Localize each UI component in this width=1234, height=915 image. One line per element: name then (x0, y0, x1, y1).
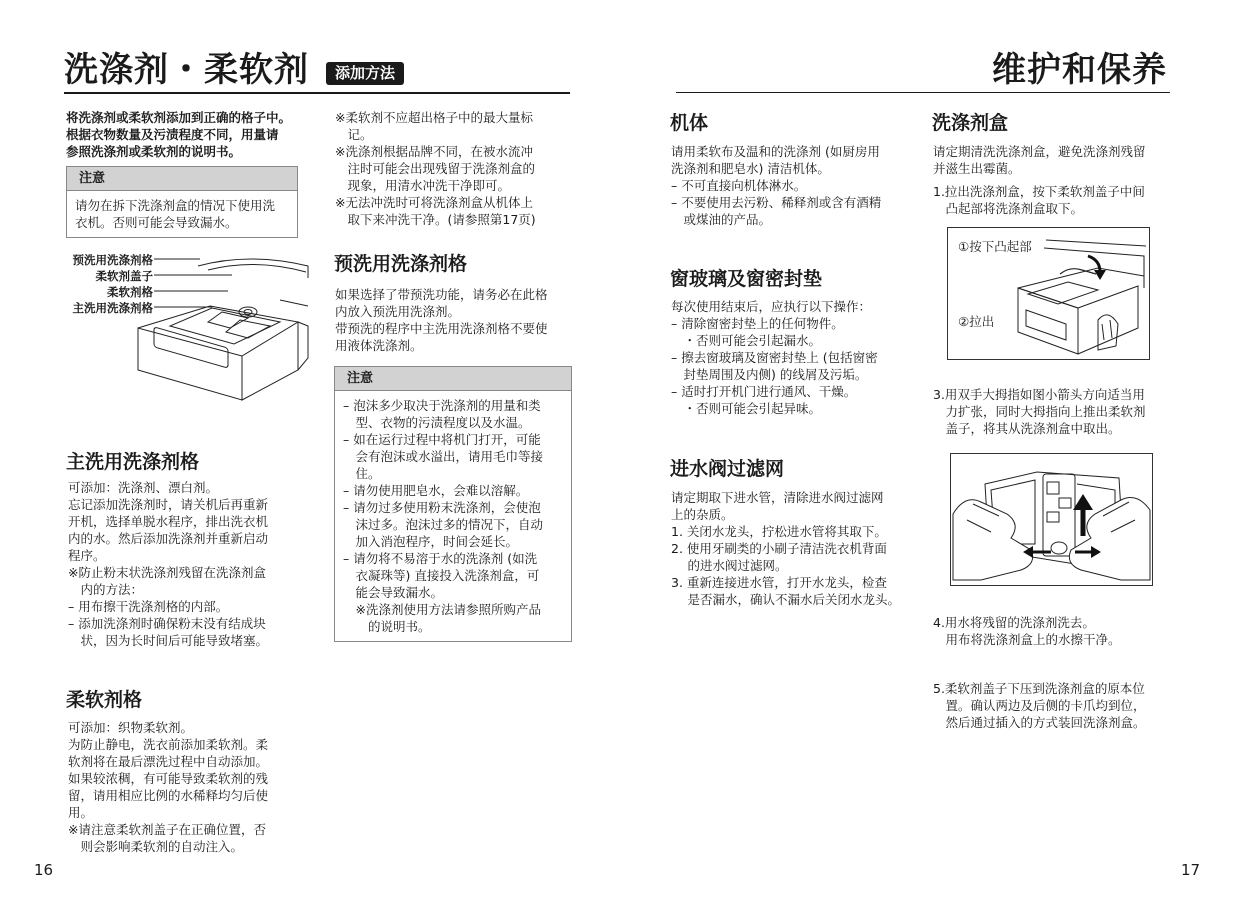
prewash-text (335, 286, 548, 354)
step-press-label: ①按下凸起部 (958, 239, 1032, 254)
right-page-title: 维护和保养 (992, 50, 1167, 90)
text-line: 然后通过插入的方式装回洗涤剂盒。 (933, 715, 1146, 730)
drawer-removal-figure (947, 227, 1150, 360)
text-line: – 擦去窗玻璃及窗密封垫上 (包括窗密 (671, 350, 878, 365)
text-line: 的进水阀过滤网。 (671, 558, 788, 573)
text-line: 用布将洗涤剂盒上的水擦干净。 (933, 632, 1121, 647)
text-line: – 不可直接向机体淋水。 (671, 178, 807, 193)
softener-cap-removal-figure (950, 453, 1153, 586)
text-line: 3. 重新连接进水管，打开水龙头，检查 (671, 575, 887, 590)
note-line: 会有泡沫或水溢出，请用毛巾等接 (343, 449, 544, 464)
text-line: 现象，用清水冲洗干净即可。 (335, 178, 511, 193)
note-body (67, 191, 297, 237)
text-line: 用液体洗涤剂。 (335, 338, 423, 353)
machine-body-text (671, 143, 881, 228)
note-line: 能会导致漏水。 (343, 585, 444, 600)
text-line: 盖子，将其从洗涤剂盒中取出。 (933, 421, 1121, 436)
text-line: 为防止静电，洗衣前添加柔软剂。柔 (68, 737, 269, 752)
note-line: 的说明书。 (343, 619, 431, 634)
text-line: 每次使用结束后，应执行以下操作： (671, 299, 872, 314)
window-gasket-text (671, 298, 878, 417)
text-line: 如果选择了带预洗功能，请务必在此格 (335, 287, 548, 302)
softener-cap-removal-illustration (951, 454, 1152, 585)
text-line: 置。确认两边及后侧的卡爪均到位， (933, 698, 1146, 713)
label-softener-compartment: 柔软剂格 (107, 285, 153, 299)
text-line: – 用布擦干洗涤剂格的内部。 (68, 599, 229, 614)
step-pull-label: ②拉出 (958, 314, 995, 329)
text-line: 2. 使用牙刷类的小刷子清洁洗衣机背面 (671, 541, 887, 556)
text-line: 软剂将在最后漂洗过程中自动添加。 (68, 754, 269, 769)
text-line: 记。 (335, 127, 373, 142)
text-line: 忘记添加洗涤剂时，请关机后再重新 (68, 497, 269, 512)
intro-line: 根据衣物数量及污渍程度不同，用量请 (66, 127, 279, 142)
intro-line: 参照洗涤剂或柔软剂的说明书。 (66, 144, 242, 159)
text-line: 留，请用相应比例的水稀释均匀后使 (68, 788, 269, 803)
note-line: – 泡沫多少取决于洗涤剂的用量和类 (343, 398, 541, 413)
label-softener-cap: 柔软剂盖子 (95, 269, 153, 283)
right-title-rule (676, 92, 1170, 93)
note-line: – 请勿将不易溶于水的洗涤剂 (如洗 (343, 551, 538, 566)
text-line: – 不要使用去污粉、稀释剂或含有酒精 (671, 195, 882, 210)
text-line: 请定期清洗洗涤剂盒，避免洗涤剂残留 (933, 144, 1146, 159)
text-line: 取下来冲洗干净。(请参照第17页) (335, 212, 536, 227)
text-line: 是否漏水，确认不漏水后关闭水龙头。 (671, 592, 900, 607)
softener-notes (335, 109, 536, 228)
text-line: 内放入预洗用洗涤剂。 (335, 304, 461, 319)
note-line: 衣凝珠等) 直接投入洗涤剂盒，可 (343, 568, 540, 583)
right-page-number: 17 (1181, 861, 1201, 879)
text-line: 力扩张，同时大拇指向上推出柔软剂 (933, 404, 1146, 419)
drawer-step-5 (933, 680, 1146, 731)
note-line: 住。 (343, 466, 381, 481)
note-box-drawer-removed (66, 166, 298, 238)
text-line: 或煤油的产品。 (671, 212, 772, 227)
note-line: 请勿在拆下洗涤剂盒的情况下使用洗 (75, 198, 276, 213)
text-line: 内的水。然后添加洗涤剂并重新启动 (68, 531, 269, 546)
text-line: 3.用双手大拇指如图小箭头方向适当用 (933, 387, 1145, 402)
text-line: 4.用水将残留的洗涤剂洗去。 (933, 615, 1095, 630)
text-line: – 添加洗涤剂时确保粉末没有结成块 (68, 616, 266, 631)
text-line: 封垫周围及内侧) 的线屑及污垢。 (671, 367, 868, 382)
text-line: 凸起部将洗涤剂盒取下。 (933, 201, 1084, 216)
text-line: 上的杂质。 (671, 507, 734, 522)
drawer-step-4 (933, 614, 1121, 648)
text-line: – 适时打开机门进行通风、干燥。 (671, 384, 857, 399)
left-page-number: 16 (34, 861, 54, 879)
left-title-rule (64, 92, 570, 94)
text-line: ※洗涤剂根据品牌不同，在被水流冲 (335, 144, 533, 159)
left-page-title: 洗涤剂・柔软剂 (64, 50, 309, 90)
note-body (335, 391, 571, 641)
text-line: 1. 关闭水龙头，拧松进水管将其取下。 (671, 524, 887, 539)
drawer-cleaning-heading: 洗涤剂盒 (932, 112, 1009, 134)
machine-body-heading: 机体 (670, 112, 709, 134)
text-line: – 清除窗密封垫上的任何物件。 (671, 316, 844, 331)
text-line: 注时可能会出现残留于洗涤剂盒的 (335, 161, 536, 176)
drawer-step-1 (933, 183, 1145, 217)
text-line: 状，因为长时间后可能导致堵塞。 (68, 633, 269, 648)
left-intro (66, 109, 291, 160)
text-line: 可添加：织物柔软剂。 (68, 720, 194, 735)
inlet-filter-text (671, 489, 900, 608)
text-line: ・否则可能会引起漏水。 (671, 333, 822, 348)
note-heading: 注意 (335, 367, 571, 391)
text-line: 则会影响柔软剂的自动注入。 (68, 839, 244, 854)
intro-line: 将洗涤剂或柔软剂添加到正确的格子中。 (66, 110, 292, 125)
label-prewash-compartment: 预洗用洗涤剂格 (72, 253, 153, 267)
drawer-step-3 (933, 386, 1146, 437)
text-line: ・否则可能会引起异味。 (671, 401, 822, 416)
softener-heading: 柔软剂格 (66, 689, 143, 711)
note-heading: 注意 (67, 167, 297, 191)
text-line: 开机，选择单脱水程序，排出洗衣机 (68, 514, 269, 529)
text-line: 可添加：洗涤剂、漂白剂。 (68, 480, 219, 495)
note-line: – 如在运行过程中将机门打开，可能 (343, 432, 541, 447)
text-line: 如果较浓稠，有可能导致柔软剂的残 (68, 771, 269, 786)
drawer-intro (933, 143, 1146, 177)
main-wash-text (68, 479, 268, 649)
text-line: 用。 (68, 805, 94, 820)
note-line: 衣机。否则可能会导致漏水。 (75, 215, 238, 230)
window-gasket-heading: 窗玻璃及窗密封垫 (670, 268, 823, 290)
detergent-drawer-illustration (130, 248, 310, 408)
label-main-wash-compartment: 主洗用洗涤剂格 (72, 301, 153, 315)
text-line: 洗涤剂和肥皂水) 清洁机体。 (671, 161, 830, 176)
prewash-heading: 预洗用洗涤剂格 (334, 253, 468, 275)
text-line: 程序。 (68, 548, 106, 563)
main-wash-heading: 主洗用洗涤剂格 (66, 451, 200, 473)
softener-text (68, 719, 268, 855)
note-line: – 请勿使用肥皂水，会难以溶解。 (343, 483, 529, 498)
text-line: ※无法冲洗时可将洗涤剂盒从机体上 (335, 195, 533, 210)
text-line: 并滋生出霉菌。 (933, 161, 1021, 176)
note-line: 型、衣物的污渍程度以及水温。 (343, 415, 531, 430)
text-line: ※请注意柔软剂盖子在正确位置，否 (68, 822, 266, 837)
note-line: 加入消泡程序，时间会延长。 (343, 534, 519, 549)
text-line: 内的方法： (68, 582, 144, 597)
text-line: ※柔软剂不应超出格子中的最大量标 (335, 110, 533, 125)
text-line: 5.柔软剂盖子下压到洗涤剂盒的原本位 (933, 681, 1145, 696)
note-line: 沫过多。泡沫过多的情况下，自动 (343, 517, 544, 532)
text-line: 带预洗的程序中主洗用洗涤剂格不要使 (335, 321, 548, 336)
inlet-filter-heading: 进水阀过滤网 (670, 458, 785, 480)
note-box-foam (334, 366, 572, 642)
note-line: ※洗涤剂使用方法请参照所购产品 (343, 602, 541, 617)
text-line: 请定期取下进水管，清除进水阀过滤网 (671, 490, 884, 505)
text-line: 请用柔软布及温和的洗涤剂 (如厨房用 (671, 144, 880, 159)
method-tag: 添加方法 (326, 62, 404, 85)
text-line: 1.拉出洗涤剂盒，按下柔软剂盖子中间 (933, 184, 1145, 199)
text-line: ※防止粉末状洗涤剂残留在洗涤剂盒 (68, 565, 266, 580)
note-line: – 请勿过多使用粉末洗涤剂，会使泡 (343, 500, 541, 515)
